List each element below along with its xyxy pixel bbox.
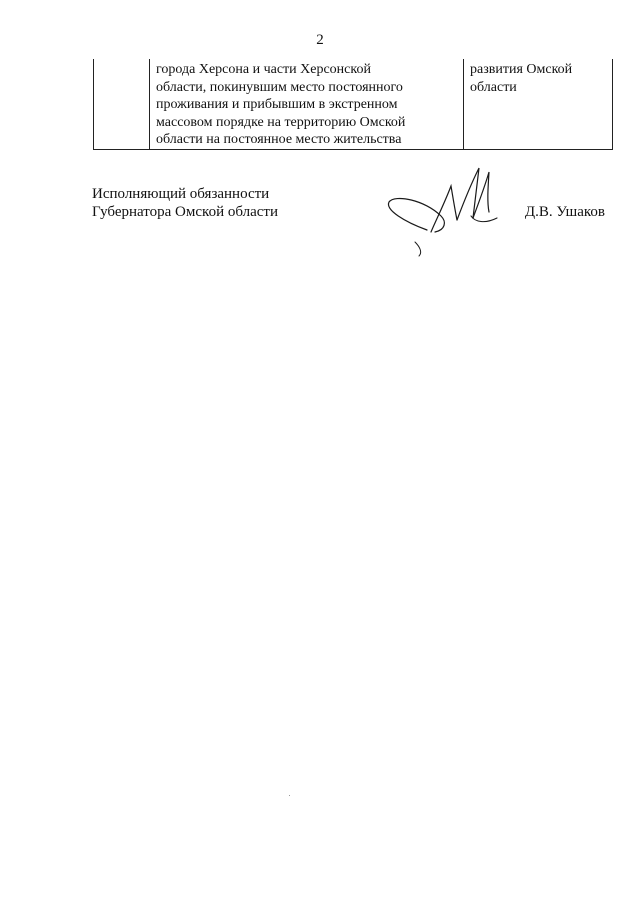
- decree-table-continuation: [93, 59, 613, 150]
- signatory-position: [92, 185, 278, 221]
- table-row: [94, 59, 613, 149]
- signatory-name: Д.В. Ушаков: [524, 204, 605, 220]
- description-line: области на постоянное место жительства: [156, 132, 402, 147]
- row-description-cell: [150, 59, 464, 149]
- handwritten-signature: [375, 158, 510, 258]
- description-line: города Херсона и части Херсонской: [156, 62, 371, 77]
- row-responsible-cell: [464, 59, 613, 149]
- description-line: области, покинувшим место постоянного: [156, 79, 403, 95]
- scan-speck: [289, 795, 290, 796]
- page-number: 2: [316, 32, 324, 48]
- description-line: массовом порядке на территорию Омской: [156, 114, 406, 130]
- position-line: Губернатора Омской области: [92, 204, 278, 220]
- position-line: Исполняющий обязанности: [92, 186, 270, 202]
- row-number-cell: [94, 59, 150, 149]
- responsible-line: развития Омской: [470, 62, 573, 77]
- description-line: проживания и прибывшим в экстренном: [156, 97, 398, 112]
- responsible-line: области: [470, 79, 517, 95]
